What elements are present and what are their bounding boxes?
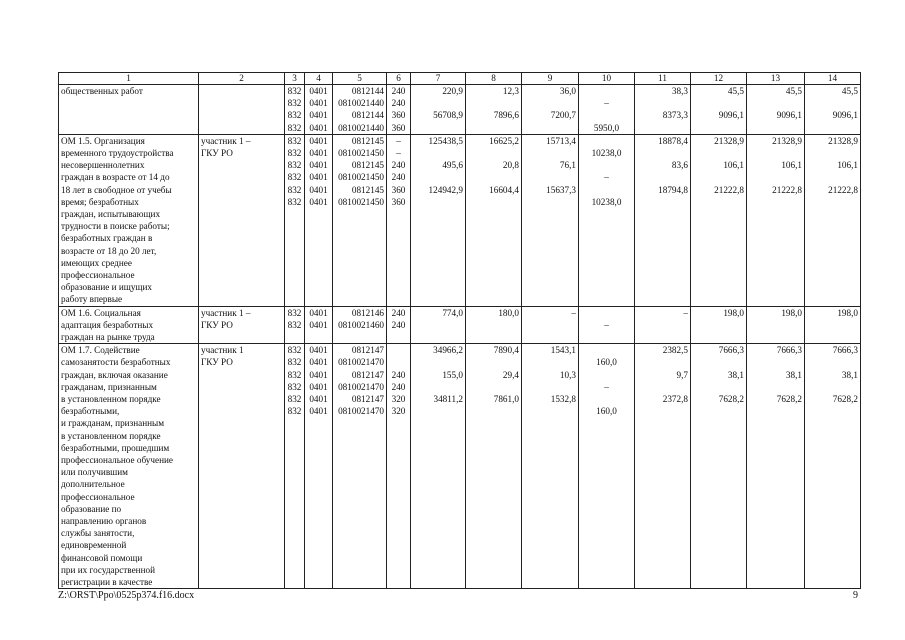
column-number: 6 <box>387 73 411 85</box>
cell-c11 <box>635 85 691 135</box>
cell-value <box>807 196 858 208</box>
cell-value: 21328,9 <box>828 135 858 146</box>
cell-c9 <box>522 134 579 306</box>
cell-value <box>413 319 463 331</box>
cell-value: 198,0 <box>781 307 802 318</box>
cell-c8 <box>466 344 522 589</box>
cell-value: 0812147 <box>351 345 384 356</box>
cell-value <box>693 97 744 109</box>
cell-value: 34966,2 <box>433 345 463 356</box>
column-number: 11 <box>635 73 691 85</box>
cell-value: 0401 <box>309 345 328 356</box>
cell-value <box>637 97 688 109</box>
cell-value: 0401 <box>309 110 328 121</box>
table-row <box>59 85 861 135</box>
cell-value <box>413 381 463 393</box>
cell-value: 240 <box>391 172 406 183</box>
cell-value: 56708,9 <box>433 110 463 121</box>
cell-value: 160,0 <box>596 357 617 368</box>
cell-value: 832 <box>287 110 302 121</box>
cell-value: – <box>604 381 609 392</box>
cell-value: 0810021440 <box>338 122 384 133</box>
cell-value: 15637,3 <box>546 184 576 195</box>
cell-value: – <box>396 147 401 158</box>
cell-value <box>524 122 576 134</box>
cell-value <box>749 196 802 208</box>
cell-value <box>413 405 463 417</box>
cell-value: 106,1 <box>723 160 744 171</box>
cell-value <box>693 319 744 331</box>
cell-c6 <box>387 85 411 135</box>
table-row <box>59 344 861 589</box>
page-number: 9 <box>853 590 858 601</box>
cell-value: 832 <box>287 307 302 318</box>
cell-value <box>749 405 802 417</box>
cell-value <box>807 171 858 183</box>
cell-value: 7666,3 <box>776 345 802 356</box>
cell-value: 0401 <box>309 122 328 133</box>
cell-value: 38,1 <box>841 369 858 380</box>
cell-value <box>807 147 858 159</box>
cell-value <box>413 97 463 109</box>
cell-c9 <box>522 306 579 344</box>
cell-value: 832 <box>287 147 302 158</box>
cell-value <box>524 171 576 183</box>
cell-c8 <box>466 85 522 135</box>
cell-value: 45,5 <box>841 86 858 96</box>
cell-value: 21222,8 <box>772 184 802 195</box>
table-body <box>59 73 861 589</box>
cell-c5 <box>333 344 387 589</box>
cell-value: 832 <box>287 196 302 207</box>
cell-value <box>749 147 802 159</box>
cell-value: 10238,0 <box>591 196 622 207</box>
cell-c6 <box>387 344 411 589</box>
cell-c9 <box>522 85 579 135</box>
cell-value: 7628,2 <box>832 393 858 404</box>
cell-value <box>693 381 744 393</box>
column-number: 12 <box>691 73 747 85</box>
cell-value <box>581 184 632 196</box>
cell-value <box>807 319 858 331</box>
cell-value: 240 <box>391 86 406 96</box>
cell-value <box>468 147 519 159</box>
cell-value: 7200,7 <box>550 110 576 121</box>
cell-value <box>581 344 632 356</box>
cell-value: – <box>604 319 609 330</box>
cell-value: 9096,1 <box>832 110 858 121</box>
cell-value: 21328,9 <box>714 135 744 146</box>
cell-value <box>807 381 858 393</box>
cell-value: 160,0 <box>596 406 617 417</box>
cell-value: 21222,8 <box>714 184 744 195</box>
cell-value: 774,0 <box>442 307 463 318</box>
cell-value: 0401 <box>309 319 328 330</box>
cell-value: – <box>604 172 609 183</box>
cell-value <box>413 171 463 183</box>
cell-c3 <box>285 344 305 589</box>
cell-value: 832 <box>287 319 302 330</box>
cell-value: 9096,1 <box>718 110 744 121</box>
cell-value: 0810021460 <box>338 319 384 330</box>
cell-value: 34811,2 <box>433 393 463 404</box>
cell-value: 1532,8 <box>550 393 576 404</box>
cell-value <box>693 196 744 208</box>
cell-value: 7666,3 <box>718 345 744 356</box>
cell-value: 7890,4 <box>493 345 519 356</box>
cell-c10 <box>579 306 635 344</box>
cell-value: 360 <box>391 110 406 121</box>
cell-c14 <box>805 306 861 344</box>
cell-c4 <box>305 134 333 306</box>
cell-value: 240 <box>391 307 406 318</box>
cell-value: 832 <box>287 160 302 171</box>
cell-value <box>637 319 688 331</box>
cell-value: – <box>683 307 688 318</box>
cell-c4 <box>305 85 333 135</box>
cell-value <box>468 405 519 417</box>
executor: участник 1 – ГКУ РО <box>199 306 285 344</box>
cell-value <box>749 319 802 331</box>
cell-c13 <box>747 134 805 306</box>
cell-value: 2372,8 <box>662 393 688 404</box>
cell-value: 240 <box>391 98 406 109</box>
cell-value: 832 <box>287 369 302 380</box>
cell-value: 8373,3 <box>662 110 688 121</box>
cell-c4 <box>305 344 333 589</box>
cell-value <box>693 171 744 183</box>
cell-c7 <box>411 85 466 135</box>
cell-c12 <box>691 306 747 344</box>
cell-value: 7861,0 <box>493 393 519 404</box>
cell-c3 <box>285 85 305 135</box>
cell-value <box>693 147 744 159</box>
cell-value: 0812145 <box>351 160 384 171</box>
cell-c5 <box>333 134 387 306</box>
cell-value: – <box>604 98 609 109</box>
column-number: 13 <box>747 73 805 85</box>
cell-value: 155,0 <box>442 369 463 380</box>
cell-value: 15713,4 <box>546 135 576 146</box>
cell-value <box>581 307 632 319</box>
cell-value <box>524 147 576 159</box>
cell-value <box>693 122 744 134</box>
cell-value: 0812147 <box>351 369 384 380</box>
cell-value: 832 <box>287 172 302 183</box>
cell-value: 220,9 <box>442 86 463 96</box>
cell-value <box>637 171 688 183</box>
executor: участник 1 ГКУ РО <box>199 344 285 589</box>
column-number: 8 <box>466 73 522 85</box>
file-path: Z:\ORST\Ppo\0525p374.f16.docx <box>58 590 195 601</box>
cell-value <box>413 196 463 208</box>
executor <box>199 85 285 135</box>
cell-value: 5950,0 <box>593 122 620 133</box>
cell-c11 <box>635 344 691 589</box>
cell-value: 7666,3 <box>832 345 858 356</box>
cell-value <box>524 97 576 109</box>
cell-c10 <box>579 344 635 589</box>
cell-value: 12,3 <box>502 86 519 96</box>
table-row <box>59 306 861 344</box>
cell-value <box>468 319 519 331</box>
cell-value <box>749 122 802 134</box>
cell-value: 45,5 <box>727 86 744 96</box>
cell-value: 0810021450 <box>338 196 384 207</box>
cell-value: 45,5 <box>785 86 802 96</box>
cell-value: 0401 <box>309 357 328 368</box>
cell-value <box>693 405 744 417</box>
cell-value: 1543,1 <box>550 345 576 356</box>
cell-value: 7628,2 <box>718 393 744 404</box>
cell-c8 <box>466 306 522 344</box>
cell-value <box>581 109 632 121</box>
cell-value <box>807 356 858 368</box>
cell-value: 125438,5 <box>428 135 463 146</box>
cell-value: 832 <box>287 406 302 417</box>
cell-value <box>581 393 632 405</box>
cell-value <box>468 381 519 393</box>
measure-name: общественных работ <box>59 85 199 135</box>
cell-value <box>389 356 408 368</box>
cell-c13 <box>747 344 805 589</box>
cell-value <box>581 85 632 97</box>
cell-value <box>468 122 519 134</box>
cell-value: 0401 <box>309 369 328 380</box>
cell-value <box>637 405 688 417</box>
cell-value: 0812145 <box>351 135 384 146</box>
cell-c11 <box>635 134 691 306</box>
cell-value <box>581 135 632 147</box>
cell-value: 9096,1 <box>776 110 802 121</box>
cell-value <box>749 381 802 393</box>
measure-name: ОМ 1.6. Социальная адаптация безработных граждан на рынке труда <box>59 306 199 344</box>
cell-value: 0812146 <box>351 307 384 318</box>
cell-value: 198,0 <box>837 307 858 318</box>
cell-value: 180,0 <box>498 307 519 318</box>
budget-table <box>58 72 861 589</box>
cell-value: 0401 <box>309 172 328 183</box>
cell-value <box>693 356 744 368</box>
cell-c7 <box>411 134 466 306</box>
cell-value <box>749 171 802 183</box>
measure-name: ОМ 1.7. Содействие самозанятости безработных граждан, включая оказание гражданам, признанным в установленном порядке безработными, и гражданам, признанным в установленном порядке безработными, прошедшим профессиональное обучение или получившим дополнительное профессиональное образование по направлению органов службы занятости, единовременной финансовой помощи при их государственной регистрации в качестве <box>59 344 199 589</box>
cell-value <box>524 319 576 331</box>
cell-value: 124942,9 <box>428 184 463 195</box>
cell-value: 832 <box>287 122 302 133</box>
cell-value: 0401 <box>309 98 328 109</box>
cell-c4 <box>305 306 333 344</box>
cell-value: 320 <box>391 393 406 404</box>
cell-value: – <box>571 307 576 318</box>
cell-value: 38,3 <box>671 86 688 96</box>
cell-value <box>524 381 576 393</box>
cell-value <box>637 196 688 208</box>
cell-value: 360 <box>391 184 406 195</box>
cell-value: 0401 <box>309 160 328 171</box>
cell-value: 7628,2 <box>776 393 802 404</box>
cell-c12 <box>691 344 747 589</box>
cell-value: 21328,9 <box>772 135 802 146</box>
cell-value <box>468 171 519 183</box>
cell-value: 495,6 <box>442 160 463 171</box>
cell-value <box>581 369 632 381</box>
cell-value: 832 <box>287 98 302 109</box>
cell-value <box>749 356 802 368</box>
cell-value: 832 <box>287 393 302 404</box>
cell-c5 <box>333 306 387 344</box>
cell-value: 0810021450 <box>338 172 384 183</box>
column-number: 7 <box>411 73 466 85</box>
cell-value: 240 <box>391 160 406 171</box>
cell-value: 0810021440 <box>338 98 384 109</box>
cell-value <box>637 122 688 134</box>
column-number: 3 <box>285 73 305 85</box>
cell-value: 832 <box>287 86 302 96</box>
cell-c13 <box>747 85 805 135</box>
cell-c6 <box>387 134 411 306</box>
cell-value: 0812145 <box>351 184 384 195</box>
cell-c14 <box>805 85 861 135</box>
cell-c14 <box>805 344 861 589</box>
cell-value <box>637 356 688 368</box>
cell-value <box>468 356 519 368</box>
cell-value: 16625,2 <box>489 135 519 146</box>
cell-value: 16604,4 <box>489 184 519 195</box>
cell-value: 0401 <box>309 406 328 417</box>
cell-value: 0401 <box>309 393 328 404</box>
column-number: 14 <box>805 73 861 85</box>
cell-value: 20,8 <box>502 160 519 171</box>
cell-value: – <box>396 135 401 146</box>
cell-value <box>524 405 576 417</box>
cell-value: 106,1 <box>837 160 858 171</box>
cell-value: 29,4 <box>502 369 519 380</box>
cell-value: 832 <box>287 184 302 195</box>
cell-value: 0401 <box>309 86 328 96</box>
cell-value: 18794,8 <box>658 184 688 195</box>
cell-value <box>389 344 408 356</box>
cell-c13 <box>747 306 805 344</box>
cell-value: 106,1 <box>781 160 802 171</box>
cell-value <box>468 97 519 109</box>
cell-value <box>807 97 858 109</box>
cell-c7 <box>411 344 466 589</box>
column-number: 5 <box>333 73 387 85</box>
column-number: 4 <box>305 73 333 85</box>
cell-value: 832 <box>287 345 302 356</box>
cell-value: 832 <box>287 135 302 146</box>
cell-c8 <box>466 134 522 306</box>
cell-value: 36,0 <box>559 86 576 96</box>
cell-value: 18878,4 <box>658 135 688 146</box>
cell-value <box>749 97 802 109</box>
measure-name: ОМ 1.5. Организация временного трудоустройства несовершеннолетних граждан в возрасте от 14 до 18 лет в свободное от учебы время; безработных граждан, испытывающих трудности в поиске работы; безработных граждан в возрасте от 18 до 20 лет, имеющих среднее профессиональное образование и ищущих работу впервые <box>59 134 199 306</box>
cell-value <box>413 122 463 134</box>
cell-value: 0401 <box>309 381 328 392</box>
cell-value: 198,0 <box>723 307 744 318</box>
cell-value <box>637 147 688 159</box>
cell-value: 0810021470 <box>338 357 384 368</box>
cell-value: 360 <box>391 196 406 207</box>
cell-value: 10,3 <box>559 369 576 380</box>
table-row <box>59 134 861 306</box>
cell-value: 7896,6 <box>493 110 519 121</box>
cell-value: 38,1 <box>785 369 802 380</box>
column-number: 2 <box>199 73 285 85</box>
cell-value <box>413 147 463 159</box>
cell-value <box>637 381 688 393</box>
cell-value: 10238,0 <box>591 147 622 158</box>
cell-value: 0401 <box>309 184 328 195</box>
executor: участник 1 – ГКУ РО <box>199 134 285 306</box>
cell-value: 0401 <box>309 147 328 158</box>
cell-value: 0812147 <box>351 393 384 404</box>
column-number: 9 <box>522 73 579 85</box>
cell-c6 <box>387 306 411 344</box>
cell-value: 240 <box>391 381 406 392</box>
cell-c5 <box>333 85 387 135</box>
cell-value: 0810021450 <box>338 147 384 158</box>
cell-value: 9,7 <box>676 369 688 380</box>
cell-value: 0812144 <box>351 86 384 96</box>
cell-value: 240 <box>391 319 406 330</box>
cell-value <box>524 196 576 208</box>
cell-value: 0401 <box>309 196 328 207</box>
cell-value <box>807 122 858 134</box>
cell-value: 240 <box>391 369 406 380</box>
cell-c9 <box>522 344 579 589</box>
cell-c12 <box>691 134 747 306</box>
cell-c10 <box>579 134 635 306</box>
cell-value: 360 <box>391 122 406 133</box>
cell-value <box>524 356 576 368</box>
cell-value: 83,6 <box>671 160 688 171</box>
cell-c7 <box>411 306 466 344</box>
cell-value: 832 <box>287 381 302 392</box>
cell-value: 76,1 <box>559 160 576 171</box>
column-number: 10 <box>579 73 635 85</box>
cell-value <box>807 405 858 417</box>
cell-c3 <box>285 134 305 306</box>
cell-c10 <box>579 85 635 135</box>
cell-value: 0810021470 <box>338 406 384 417</box>
cell-value <box>413 356 463 368</box>
cell-c11 <box>635 306 691 344</box>
cell-c12 <box>691 85 747 135</box>
cell-value: 832 <box>287 357 302 368</box>
cell-value: 0401 <box>309 135 328 146</box>
column-number-row <box>59 73 861 85</box>
cell-c3 <box>285 306 305 344</box>
cell-value <box>581 159 632 171</box>
cell-value: 38,1 <box>727 369 744 380</box>
cell-c14 <box>805 134 861 306</box>
column-number: 1 <box>59 73 199 85</box>
cell-value: 0810021470 <box>338 381 384 392</box>
cell-value: 0812144 <box>351 110 384 121</box>
cell-value <box>468 196 519 208</box>
cell-value: 0401 <box>309 307 328 318</box>
cell-value: 320 <box>391 406 406 417</box>
cell-value: 21222,8 <box>828 184 858 195</box>
cell-value: 2382,5 <box>662 345 688 356</box>
